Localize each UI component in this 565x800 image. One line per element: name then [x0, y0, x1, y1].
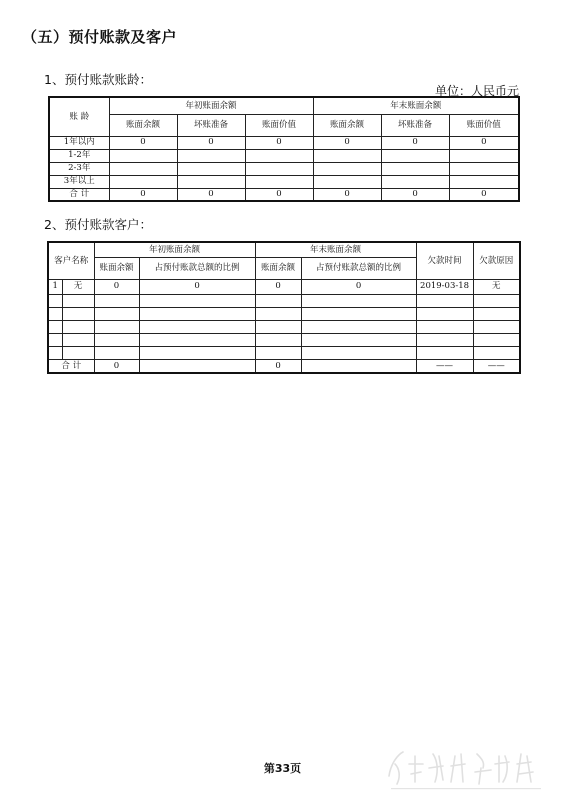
table-cell: [255, 320, 301, 333]
table-cell: 0: [449, 188, 519, 201]
customer-name: [62, 333, 94, 346]
row-index: [48, 307, 62, 320]
column-header: 占预付账款总额的比例: [301, 257, 416, 279]
aging-corner-header: 账 龄: [49, 97, 109, 136]
column-header: 坏账准备: [381, 114, 449, 136]
debt-reason: [473, 346, 520, 359]
table-cell: [139, 359, 255, 373]
table-cell: 0: [177, 188, 245, 201]
debt-reason: [473, 333, 520, 346]
table-cell: [313, 149, 381, 162]
table-cell: 0: [139, 279, 255, 294]
table-row: [49, 175, 519, 188]
table-cell: 0: [381, 188, 449, 201]
row-index: [48, 346, 62, 359]
table-cell: [94, 333, 139, 346]
row-index: [48, 333, 62, 346]
debt-time: ——: [416, 359, 473, 373]
table-row: [48, 294, 520, 307]
table-cell: 0: [449, 136, 519, 149]
table-cell: [449, 162, 519, 175]
total-label: 合 计: [48, 359, 94, 373]
table-cell: 0: [255, 359, 301, 373]
table-cell: 0: [94, 359, 139, 373]
table-row: [49, 149, 519, 162]
debt-time: [416, 333, 473, 346]
table-row: [49, 136, 519, 149]
table-row: [48, 307, 520, 320]
table-cell: 0: [94, 279, 139, 294]
table-cell: [449, 149, 519, 162]
row-label: 2-3年: [49, 162, 109, 175]
table-cell: 0: [177, 136, 245, 149]
table-cell: 0: [301, 279, 416, 294]
column-header: 账面余额: [313, 114, 381, 136]
table-cell: [139, 320, 255, 333]
section-title-aging: 1、预付账款账龄：: [44, 72, 152, 87]
debt-time: [416, 307, 473, 320]
table-cell: [139, 333, 255, 346]
table-row: [48, 346, 520, 359]
table-row: [49, 162, 519, 175]
table-cell: [245, 149, 313, 162]
customer-name: [62, 294, 94, 307]
customer-name: [62, 346, 94, 359]
table-cell: [313, 162, 381, 175]
table-cell: [301, 320, 416, 333]
table-cell: [255, 307, 301, 320]
column-header: 账面余额: [94, 257, 139, 279]
column-header: 账面价值: [245, 114, 313, 136]
table-cell: [177, 175, 245, 188]
table-cell: [109, 162, 177, 175]
table-cell: [381, 162, 449, 175]
debt-reason: [473, 307, 520, 320]
row-label: 1-2年: [49, 149, 109, 162]
row-label: 3年以上: [49, 175, 109, 188]
table-cell: [177, 149, 245, 162]
column-header: 占预付账款总额的比例: [139, 257, 255, 279]
column-header: 账面余额: [255, 257, 301, 279]
table-row: [48, 279, 520, 294]
debt-time: [416, 320, 473, 333]
column-header: 坏账准备: [177, 114, 245, 136]
table-cell: 0: [313, 136, 381, 149]
table-row: [48, 333, 520, 346]
table-cell: 0: [245, 136, 313, 149]
table-row: [48, 320, 520, 333]
table-cell: [301, 333, 416, 346]
customer-name: 无: [62, 279, 94, 294]
debt-reason: ——: [473, 359, 520, 373]
currency-unit: 单位：人民币元: [434, 84, 519, 98]
table-cell: [313, 175, 381, 188]
debt-reason: [473, 320, 520, 333]
total-row: [49, 188, 519, 201]
table-cell: [381, 149, 449, 162]
table-cell: [245, 175, 313, 188]
table-cell: [94, 307, 139, 320]
debt-time-header: 欠款时间: [416, 242, 473, 279]
group-header-begin: 年初账面余额: [109, 97, 313, 114]
table-cell: [301, 307, 416, 320]
table-cell: [301, 359, 416, 373]
table-cell: [255, 346, 301, 359]
customer-name: [62, 320, 94, 333]
table-cell: 0: [245, 188, 313, 201]
table-cell: [94, 346, 139, 359]
group-header-end: 年末账面余额: [255, 242, 416, 257]
group-header-end: 年末账面余额: [313, 97, 519, 114]
table-cell: [94, 320, 139, 333]
table-cell: [94, 294, 139, 307]
table-cell: [449, 175, 519, 188]
table-cell: 0: [255, 279, 301, 294]
table-cell: 0: [109, 136, 177, 149]
debt-reason: [473, 294, 520, 307]
customer-name-header: 客户名称: [48, 242, 94, 279]
table-cell: 0: [109, 188, 177, 201]
table-cell: [139, 346, 255, 359]
table-cell: [177, 162, 245, 175]
aging-table: [48, 96, 520, 202]
row-index: [48, 294, 62, 307]
row-index: 1: [48, 279, 62, 294]
row-index: [48, 320, 62, 333]
column-header: 账面余额: [109, 114, 177, 136]
debt-reason-header: 欠款原因: [473, 242, 520, 279]
row-label: 1年以内: [49, 136, 109, 149]
group-header-begin: 年初账面余额: [94, 242, 255, 257]
table-cell: [109, 149, 177, 162]
table-cell: 0: [313, 188, 381, 201]
table-cell: 0: [381, 136, 449, 149]
total-label: 合 计: [49, 188, 109, 201]
page-title: （五）预付账款及客户: [22, 28, 178, 46]
debt-time: [416, 294, 473, 307]
table-cell: [301, 294, 416, 307]
table-cell: [109, 175, 177, 188]
customer-table: [47, 241, 521, 374]
debt-time: [416, 346, 473, 359]
museum-watermark-logo: [381, 742, 551, 794]
table-cell: [139, 307, 255, 320]
table-cell: [245, 162, 313, 175]
table-cell: [255, 333, 301, 346]
customer-name: [62, 307, 94, 320]
total-row: [48, 359, 520, 373]
table-cell: [255, 294, 301, 307]
section-title-customers: 2、预付账款客户：: [44, 217, 152, 232]
table-cell: [381, 175, 449, 188]
debt-time: 2019-03-18: [416, 279, 473, 294]
table-cell: [139, 294, 255, 307]
debt-reason: 无: [473, 279, 520, 294]
column-header: 账面价值: [449, 114, 519, 136]
table-cell: [301, 346, 416, 359]
page-number: 第33页: [263, 762, 302, 775]
